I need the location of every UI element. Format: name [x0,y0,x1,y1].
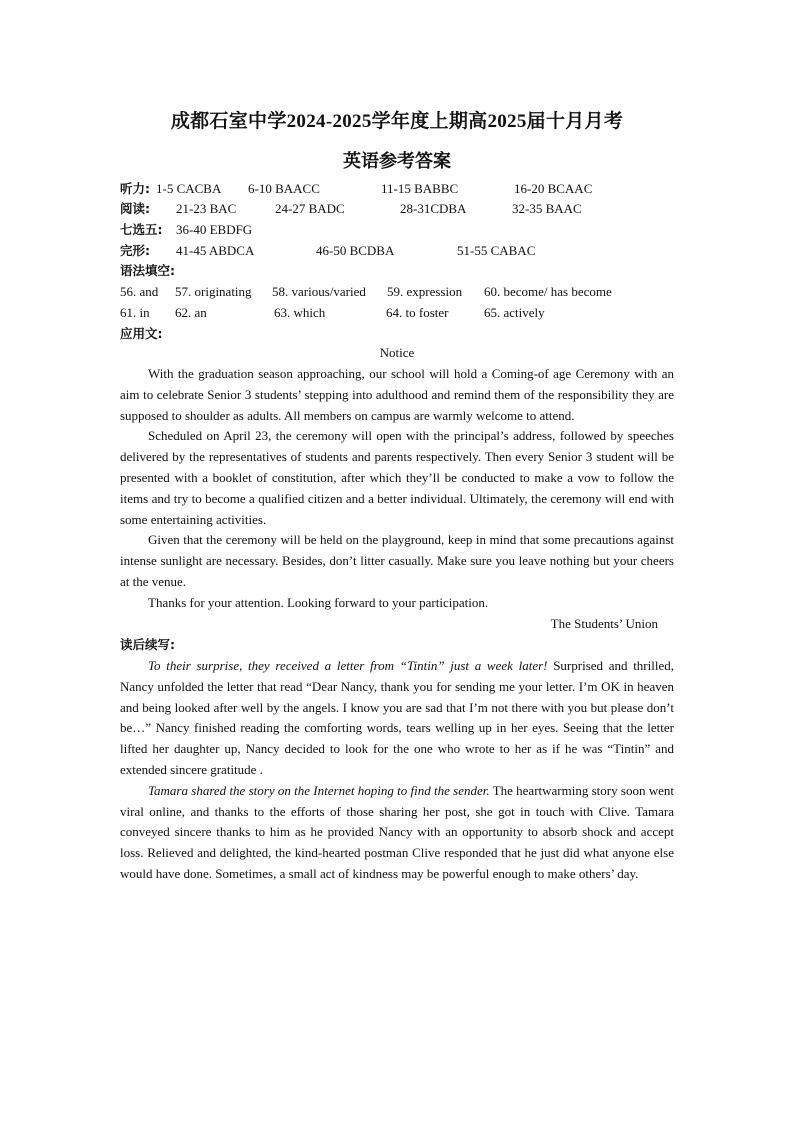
reading-label: 阅读: [120,201,150,216]
notice-paragraph: With the graduation season approaching, our school will hold a Coming-of age Ceremony with an aim to celebrate Senior 3 students’ stepping into adulthood and remind them of the responsibility they are supposed to shoulder as adults. All members on campus are warmly welcome to attend. [120,366,674,423]
grammar-answer: 65. actively [484,305,545,320]
notice-paragraph: Scheduled on April 23, the ceremony will open with the principal’s address, followed by speeches delivered by the representatives of students and parents respectively. Then every Senior 3 student will be presented with a booklet of constitution, after which they’ll be conducted to make a vow to follow the items and try to become a qualified citizen and a better individual. Ultimately, the ceremony will end with some entertaining activities. [120,428,674,527]
grammar-answer: 62. an [175,305,207,320]
listening-label: 听力: [120,181,150,196]
reading-group: 21-23 BAC [176,201,237,216]
continuation-lead-sentence: Tamara shared the story on the Internet hoping to find the sender. [148,782,490,798]
grammar-answer: 58. various/varied [272,284,366,299]
continuation-paragraph [120,656,674,781]
seven-choose-five-row [120,221,420,239]
continuation-lead-sentence: To their surprise, they received a letter from “Tintin” just a week later! [148,658,548,673]
notice-signature: The Students’ Union [550,615,658,631]
listening-group: 6-10 BAACC [248,181,320,196]
cloze-row [120,242,680,260]
seven-choose-five-group: 36-40 EBDFG [176,222,253,237]
page-title: 成都石室中学2024-2025学年度上期高2025届十月月考 [170,111,624,132]
cloze-group: 46-50 BCDBA [316,243,395,258]
grammar-answer: 57. originating [175,284,252,299]
reading-group: 24-27 BADC [275,201,345,216]
cloze-group: 51-55 CABAC [457,243,536,258]
continuation-essay [120,656,674,885]
cloze-label: 完形: [120,243,150,258]
grammar-answer: 56. and [120,284,159,299]
cloze-group: 41-45 ABDCA [176,243,255,258]
notice-title: Notice [379,345,415,360]
grammar-answer: 64. to foster [386,305,449,320]
continuation-heading: 读后续写: [120,637,175,652]
writing-heading: 应用文: [120,326,163,341]
listening-row [120,180,680,198]
grammar-answer: 61. in [120,305,150,320]
grammar-row-2 [120,304,680,322]
listening-group: 11-15 BABBC [381,181,459,196]
grammar-heading: 语法填空: [120,263,175,278]
notice-essay [120,364,674,634]
grammar-answer: 59. expression [387,284,463,299]
grammar-answer: 60. become/ has become [484,284,612,299]
reading-row [120,200,680,218]
notice-paragraph: Given that the ceremony will be held on the playground, keep in mind that some precautions against intense sunlight are necessary. Besides, don’t litter casually. Make sure you leave nothing but your cheers at the venue. [120,532,674,589]
seven-choose-five-label: 七选五: [120,222,163,237]
continuation-paragraph [120,781,674,885]
reading-group: 32-35 BAAC [512,201,582,216]
listening-group: 16-20 BCAAC [514,181,593,196]
grammar-row-1 [120,283,680,301]
grammar-answer: 63. which [274,305,326,320]
continuation-body: Surprised and thrilled, Nancy unfolded the letter that read “Dear Nancy, thank you for sending me your letter. I’m OK in heaven and being looked after well by the angels. I know you are sad that I’m not there with you but please don’t be…” Nancy finished reading the comforting words, tears welling up in her eyes. Seeing that the letter lifted her daughter up, Nancy decided to look for the one who wrote to her as if he was “Tintin” and extended sincere gratitude . [120,658,674,777]
reading-group: 28-31CDBA [400,201,467,216]
listening-group: 1-5 CACBA [156,181,222,196]
continuation-body: The heartwarming story soon went viral online, and thanks to the efforts of those sharing her post, she got in touch with Clive. Tamara conveyed sincere thanks to him as he provided Nancy with an opportunity to absorb shock and accept loss. Relieved and delighted, the kind-hearted postman Clive responded that he just did what anyone else would have done. Sometimes, a small act of kindness may be powerful enough to make others’ day. [120,782,674,881]
page-subtitle: 英语参考答案 [343,151,451,171]
notice-paragraph: Thanks for your attention. Looking forward to your participation. [148,594,489,610]
